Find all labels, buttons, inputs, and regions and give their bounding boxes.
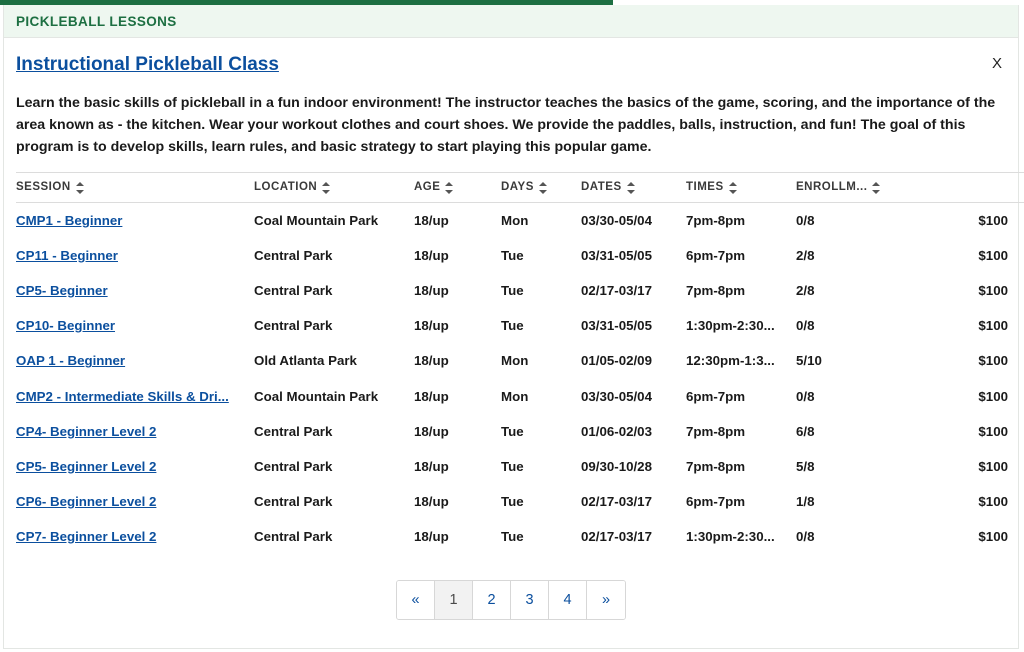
cell-times: 1:30pm-2:30... (686, 318, 775, 333)
cell-age: 18/up (414, 458, 449, 474)
cell-session (16, 238, 254, 273)
session-link[interactable]: CP6- Beginner Level 2 (16, 493, 157, 509)
cell-days: Tue (501, 318, 524, 333)
cell-session (16, 449, 254, 484)
cell-location: Central Park (254, 283, 333, 298)
pagination-page-1[interactable]: 1 (435, 581, 473, 619)
cell-location: Central Park (254, 493, 333, 509)
cell-age: 18/up (414, 248, 449, 263)
sessions-table-body (16, 203, 1024, 554)
cell-times: 12:30pm-1:3... (686, 353, 775, 369)
cell-dates: 02/17-03/17 (581, 283, 652, 298)
column-header-session[interactable] (16, 173, 254, 203)
cell-session (16, 203, 254, 239)
cell-fee: $100 (978, 353, 1008, 369)
cell-age: 18/up (414, 353, 449, 369)
session-link[interactable]: CMP2 - Intermediate Skills & Dri... (16, 388, 229, 404)
table-row (16, 308, 1024, 343)
page-title: PICKLEBALL LESSONS (16, 13, 177, 29)
cell-enrollment: 2/8 (796, 248, 815, 263)
column-header-flag (1008, 173, 1024, 203)
cell-fee: $100 (978, 388, 1008, 404)
cell-days: Mon (501, 213, 529, 228)
cell-location: Central Park (254, 423, 333, 439)
cell-age: 18/up (414, 318, 449, 333)
cell-age: 18/up (414, 213, 449, 228)
cell-dates: 02/17-03/17 (581, 493, 652, 509)
cell-session (16, 484, 254, 519)
table-row (16, 379, 1024, 414)
column-header-dates-label: DATES (581, 181, 622, 193)
cell-days: Mon (501, 388, 529, 404)
cell-alert (1008, 379, 1024, 414)
cell-enrollment: 0/8 (796, 528, 815, 544)
cell-alert (1008, 238, 1024, 273)
cell-dates: 01/06-02/03 (581, 423, 652, 439)
cell-age: 18/up (414, 423, 449, 439)
pagination-prev[interactable]: « (397, 581, 435, 619)
table-row (16, 343, 1024, 379)
sort-icon[interactable] (627, 182, 635, 194)
cell-days: Tue (501, 458, 524, 474)
column-header-dates[interactable] (581, 173, 686, 203)
cell-enrollment: 0/8 (796, 318, 815, 333)
cell-times: 7pm-8pm (686, 283, 746, 298)
cell-age: 18/up (414, 493, 449, 509)
panel-body (4, 38, 1018, 620)
cell-days: Tue (501, 423, 524, 439)
cell-dates: 09/30-10/28 (581, 458, 652, 474)
cell-fee: $100 (978, 423, 1008, 439)
column-header-location-label: LOCATION (254, 181, 318, 193)
cell-alert (1008, 484, 1024, 519)
cell-alert (1008, 203, 1024, 239)
column-header-fee (936, 173, 1008, 203)
session-link[interactable]: CP4- Beginner Level 2 (16, 423, 157, 439)
column-header-days[interactable] (501, 173, 581, 203)
cell-enrollment: 6/8 (796, 423, 815, 439)
cell-times: 6pm-7pm (686, 248, 746, 263)
cell-session (16, 343, 254, 379)
column-header-enrollment-label: ENROLLM... (796, 181, 868, 193)
table-header-row (16, 173, 1024, 203)
table-row (16, 519, 1024, 554)
cell-days: Tue (501, 493, 524, 509)
sort-icon[interactable] (872, 182, 880, 194)
cell-enrollment: 0/8 (796, 213, 815, 228)
cell-days: Tue (501, 248, 524, 263)
sort-icon[interactable] (322, 182, 330, 194)
session-link[interactable]: CP5- Beginner Level 2 (16, 458, 157, 474)
cell-fee: $100 (978, 213, 1008, 228)
cell-alert (1008, 308, 1024, 343)
close-icon[interactable]: X (991, 55, 1002, 72)
table-row (16, 273, 1024, 308)
cell-dates: 03/30-05/04 (581, 388, 652, 404)
session-link[interactable]: CP11 - Beginner (16, 248, 118, 263)
cell-fee: $100 (978, 248, 1008, 263)
cell-enrollment: 1/8 (796, 493, 815, 509)
sessions-table (16, 172, 1024, 554)
column-header-location[interactable] (254, 173, 414, 203)
pagination-page-4[interactable]: 4 (549, 581, 587, 619)
sort-icon[interactable] (445, 182, 453, 194)
cell-age: 18/up (414, 388, 449, 404)
cell-location: Coal Mountain Park (254, 388, 379, 404)
cell-days: Tue (501, 528, 524, 544)
cell-fee: $100 (978, 318, 1008, 333)
table-row (16, 484, 1024, 519)
session-link[interactable]: CMP1 - Beginner (16, 213, 123, 228)
cell-dates: 03/31-05/05 (581, 318, 652, 333)
sort-icon[interactable] (729, 182, 737, 194)
cell-alert (1008, 519, 1024, 554)
cell-alert (1008, 449, 1024, 484)
cell-location: Old Atlanta Park (254, 353, 357, 369)
column-header-days-label: DAYS (501, 181, 534, 193)
cell-fee: $100 (978, 528, 1008, 544)
cell-alert (1008, 414, 1024, 449)
cell-age: 18/up (414, 283, 449, 298)
table-row (16, 449, 1024, 484)
pagination-page-3[interactable]: 3 (511, 581, 549, 619)
cell-location: Central Park (254, 458, 333, 474)
cell-times: 7pm-8pm (686, 213, 746, 228)
column-header-age-label: AGE (414, 181, 441, 193)
cell-session (16, 273, 254, 308)
cell-days: Tue (501, 283, 524, 298)
cell-location: Central Park (254, 528, 333, 544)
pagination-wrap (16, 580, 1006, 620)
cell-age: 18/up (414, 528, 449, 544)
class-description: Learn the basic skills of pickleball in a fun indoor environment! The instructor teaches the basics of the game, scoring, and the importance of the area known as - the kitchen. Wear your workout clothes and court shoes. We provide the paddles, balls, instruction, and fun! The goal of this program is to develop skills, learn rules, and basic strategy to start playing this popular game. (16, 95, 996, 155)
session-link[interactable]: OAP 1 - Beginner (16, 353, 126, 369)
cell-dates: 03/30-05/04 (581, 213, 652, 228)
cell-dates: 03/31-05/05 (581, 248, 652, 263)
cell-times: 6pm-7pm (686, 388, 746, 404)
cell-session (16, 379, 254, 414)
cell-session (16, 519, 254, 554)
column-header-age[interactable] (414, 173, 501, 203)
cell-enrollment: 5/8 (796, 458, 815, 474)
panel-header (4, 5, 1018, 38)
cell-times: 7pm-8pm (686, 458, 746, 474)
cell-enrollment: 2/8 (796, 283, 815, 298)
cell-session (16, 308, 254, 343)
cell-alert (1008, 343, 1024, 379)
cell-times: 1:30pm-2:30... (686, 528, 775, 544)
column-header-enrollment[interactable] (796, 173, 936, 203)
cell-location: Coal Mountain Park (254, 213, 379, 228)
cell-dates: 01/05-02/09 (581, 353, 652, 369)
column-header-times-label: TIMES (686, 181, 724, 193)
table-row (16, 203, 1024, 239)
cell-location: Central Park (254, 248, 333, 263)
cell-enrollment: 0/8 (796, 388, 815, 404)
pagination-page-2[interactable]: 2 (473, 581, 511, 619)
table-row (16, 238, 1024, 273)
cell-location: Central Park (254, 318, 333, 333)
session-link[interactable]: CP7- Beginner Level 2 (16, 528, 157, 544)
pagination-next[interactable]: » (587, 581, 625, 619)
cell-days: Mon (501, 353, 529, 369)
cell-dates: 02/17-03/17 (581, 528, 652, 544)
sort-icon[interactable] (539, 182, 547, 194)
cell-enrollment: 5/10 (796, 353, 822, 369)
table-row (16, 414, 1024, 449)
column-header-times[interactable] (686, 173, 796, 203)
session-link[interactable]: CP10- Beginner (16, 318, 116, 333)
cell-times: 6pm-7pm (686, 493, 746, 509)
cell-fee: $100 (978, 458, 1008, 474)
session-link[interactable]: CP5- Beginner (16, 283, 108, 298)
column-header-session-label: SESSION (16, 181, 71, 193)
pagination (396, 580, 626, 620)
lessons-panel (3, 5, 1019, 649)
cell-fee: $100 (978, 283, 1008, 298)
cell-fee: $100 (978, 493, 1008, 509)
cell-times: 7pm-8pm (686, 423, 746, 439)
class-title-link[interactable]: Instructional Pickleball Class (16, 54, 279, 75)
cell-session (16, 414, 254, 449)
sort-icon[interactable] (76, 182, 84, 194)
cell-alert (1008, 273, 1024, 308)
